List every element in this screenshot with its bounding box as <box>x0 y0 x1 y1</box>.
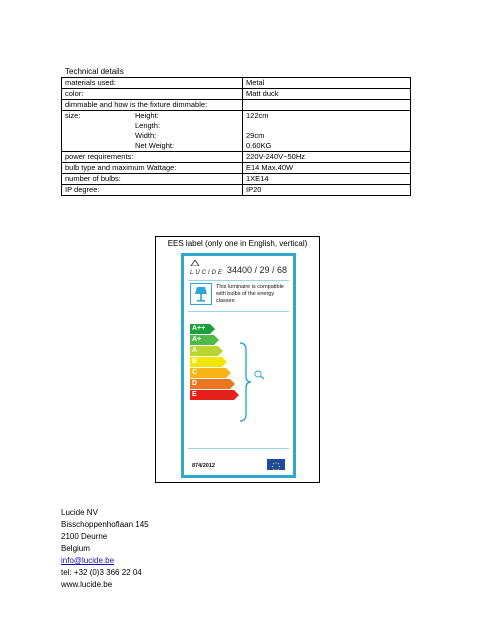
table-row <box>62 152 411 163</box>
row-label: number of bulbs: <box>62 174 243 185</box>
country: Belgium <box>61 544 90 553</box>
website: www.lucide.be <box>61 580 113 589</box>
size-label: size: <box>65 111 81 120</box>
energy-class-bar: A+ <box>190 335 214 345</box>
regulation-number: 874/2012 <box>192 463 215 469</box>
length-value <box>246 121 407 131</box>
energy-class-bar: C <box>190 368 226 378</box>
lucide-logo-icon <box>190 260 200 266</box>
technical-details-table <box>61 77 411 196</box>
row-label: color: <box>62 89 243 100</box>
energy-class-bar: D <box>190 379 230 389</box>
ees-label-panel <box>155 236 320 483</box>
divider <box>188 448 289 449</box>
divider <box>188 311 289 312</box>
brace-icon <box>238 342 252 422</box>
product-code: 34400 / 29 / 68 <box>226 265 287 275</box>
energy-class-bar: B <box>190 357 222 367</box>
row-label: bulb type and maximum Wattage: <box>62 163 243 174</box>
width-label: Width: <box>135 131 157 140</box>
height-value: 122cm <box>246 111 269 120</box>
row-value: 220V-240V~50Hz <box>243 152 411 163</box>
row-label: IP degree: <box>62 185 243 196</box>
street: Bisschoppenhoflaan 145 <box>61 520 149 529</box>
eu-flag-icon <box>267 459 285 470</box>
energy-class-bar: A++ <box>190 324 210 334</box>
phone: tel: +32 (0)3 366 22 04 <box>61 568 142 577</box>
row-value: Metal <box>243 78 411 89</box>
table-row <box>62 89 411 100</box>
table-row <box>62 100 411 111</box>
table-row-size <box>62 111 411 152</box>
height-label: Height: <box>135 111 159 120</box>
row-label: power requirements: <box>62 152 243 163</box>
brand-logo: LUCIDE <box>190 270 225 276</box>
email-link[interactable]: info@lucide.be <box>61 556 115 565</box>
table-row <box>62 163 411 174</box>
compatibility-text: This luminaire is compatible with bulbs of the energy classes: <box>216 284 284 304</box>
technical-details-title: Technical details <box>65 67 124 76</box>
lamp-icon-box <box>190 283 212 305</box>
energy-class-bar: A <box>190 346 218 356</box>
weight-label: Net Weight: <box>135 141 175 150</box>
row-label: materials used: <box>62 78 243 89</box>
width-value: 29cm <box>246 131 265 140</box>
row-value: 1XE14 <box>243 174 411 185</box>
row-value: IP20 <box>243 185 411 196</box>
row-value: E14 Max.40W <box>243 163 411 174</box>
table-row <box>62 78 411 89</box>
city: 2100 Deurne <box>61 532 108 541</box>
ees-caption: EES label (only one in English, vertical) <box>167 239 308 248</box>
bulb-icon <box>254 370 266 380</box>
size-values-cell <box>243 111 411 152</box>
length-label: Length: <box>135 121 161 130</box>
table-row <box>62 185 411 196</box>
company-address <box>61 507 149 591</box>
row-value: Matt duck <box>243 89 411 100</box>
table-row <box>62 174 411 185</box>
weight-value: 0.60KG <box>246 141 272 150</box>
energy-label <box>181 253 296 478</box>
energy-class-bar: E <box>190 390 234 400</box>
size-label-cell <box>62 111 243 152</box>
divider <box>188 280 289 281</box>
table-lamp-icon <box>191 284 211 304</box>
company-name: Lucide NV <box>61 508 98 517</box>
row-value <box>243 100 411 111</box>
row-label: dimmable and how is the fixture dimmable: <box>62 100 243 111</box>
